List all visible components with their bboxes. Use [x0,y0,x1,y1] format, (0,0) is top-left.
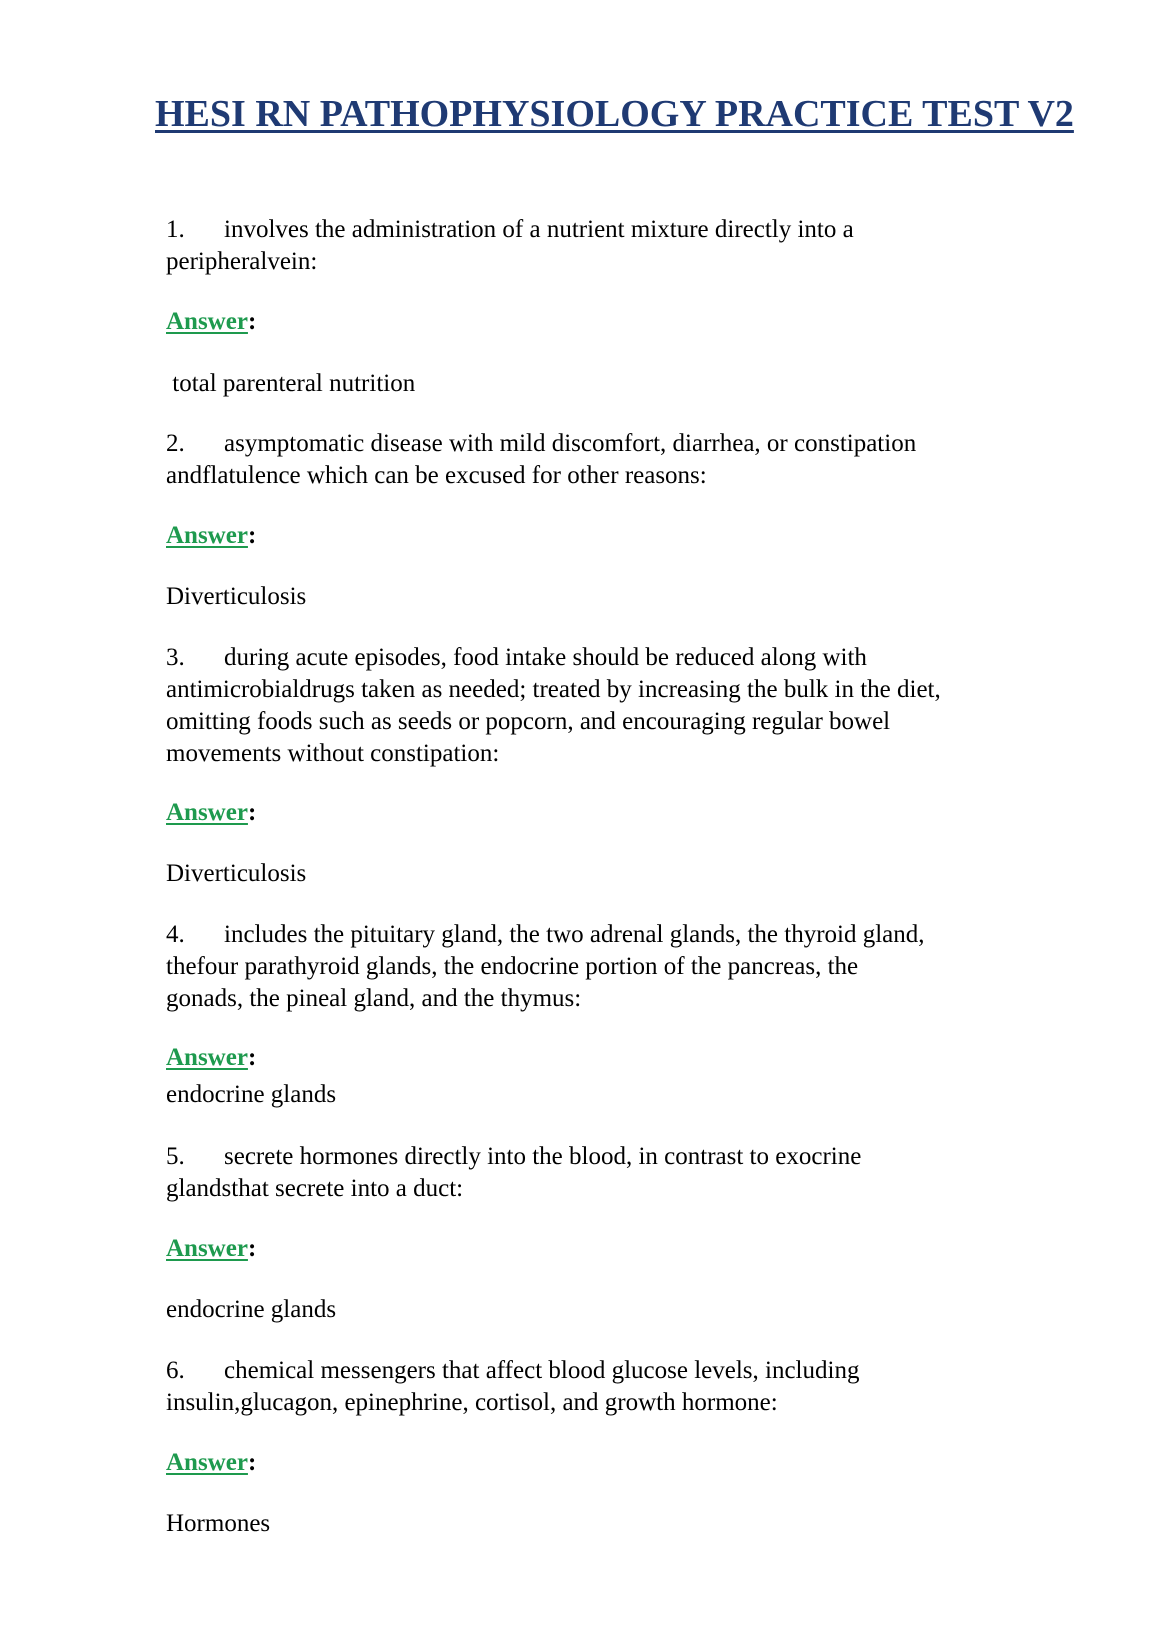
answer-heading: Answer: [166,522,257,549]
question-text-line: 6. chemical messengers that affect blood glucose levels, including [166,1355,1046,1387]
question-text-line: 3. during acute episodes, food intake should be reduced along with [166,642,1046,674]
question-text-line: movements without constipation: [166,740,500,767]
answer-text: total parenteral nutrition [166,370,416,397]
answer-text: endocrine glands [166,1296,337,1323]
question-4 [166,919,1046,1015]
question-text-line: 2. asymptomatic disease with mild discomfort, diarrhea, or constipation [166,428,1046,460]
question-text-line: gonads, the pineal gland, and the thymus: [166,985,582,1012]
question-5 [166,1141,1046,1205]
question-text-line: andflatulence which can be excused for other reasons: [166,462,707,489]
answer-text: endocrine glands [166,1081,337,1108]
question-number: 4. [166,921,185,948]
answer-label: Answer [166,799,248,826]
question-number: 3. [166,644,185,671]
question-3 [166,642,1046,770]
question-number: 6. [166,1357,185,1384]
answer-heading: Answer: [166,1235,257,1262]
answer-heading: Answer: [166,1449,257,1476]
question-number: 2. [166,430,185,457]
question-number: 5. [166,1143,185,1170]
question-6 [166,1355,1046,1419]
question-text-line: thefour parathyroid glands, the endocrine portion of the pancreas, the [166,953,859,980]
question-text-line: 1. involves the administration of a nutrient mixture directly into a [166,214,1046,246]
answer-label: Answer [166,1449,248,1476]
answer-text: Diverticulosis [166,860,307,887]
question-text-line: antimicrobialdrugs taken as needed; treated by increasing the bulk in the diet, [166,676,941,703]
answer-label: Answer [166,1235,248,1262]
answer-label: Answer [166,522,248,549]
answer-text: Hormones [166,1510,271,1537]
question-text-line: 5. secrete hormones directly into the blood, in contrast to exocrine [166,1141,1046,1173]
answer-label: Answer [166,308,248,335]
answer-text: Diverticulosis [166,583,307,610]
question-text-line: glandsthat secrete into a duct: [166,1175,464,1202]
question-1 [166,214,1046,278]
question-text-line: 4. includes the pituitary gland, the two adrenal glands, the thyroid gland, [166,919,1046,951]
answer-heading: Answer: [166,308,257,335]
page-title: HESI RN PATHOPHYSIOLOGY PRACTICE TEST V2 [155,93,1074,135]
answer-label: Answer [166,1044,248,1071]
question-text-line: peripheralvein: [166,248,318,275]
answer-heading: Answer: [166,1044,257,1071]
question-text-line: omitting foods such as seeds or popcorn, and encouraging regular bowel [166,708,891,735]
question-number: 1. [166,216,185,243]
answer-heading: Answer: [166,799,257,826]
question-text-line: insulin,glucagon, epinephrine, cortisol, and growth hormone: [166,1389,778,1416]
question-2 [166,428,1046,492]
